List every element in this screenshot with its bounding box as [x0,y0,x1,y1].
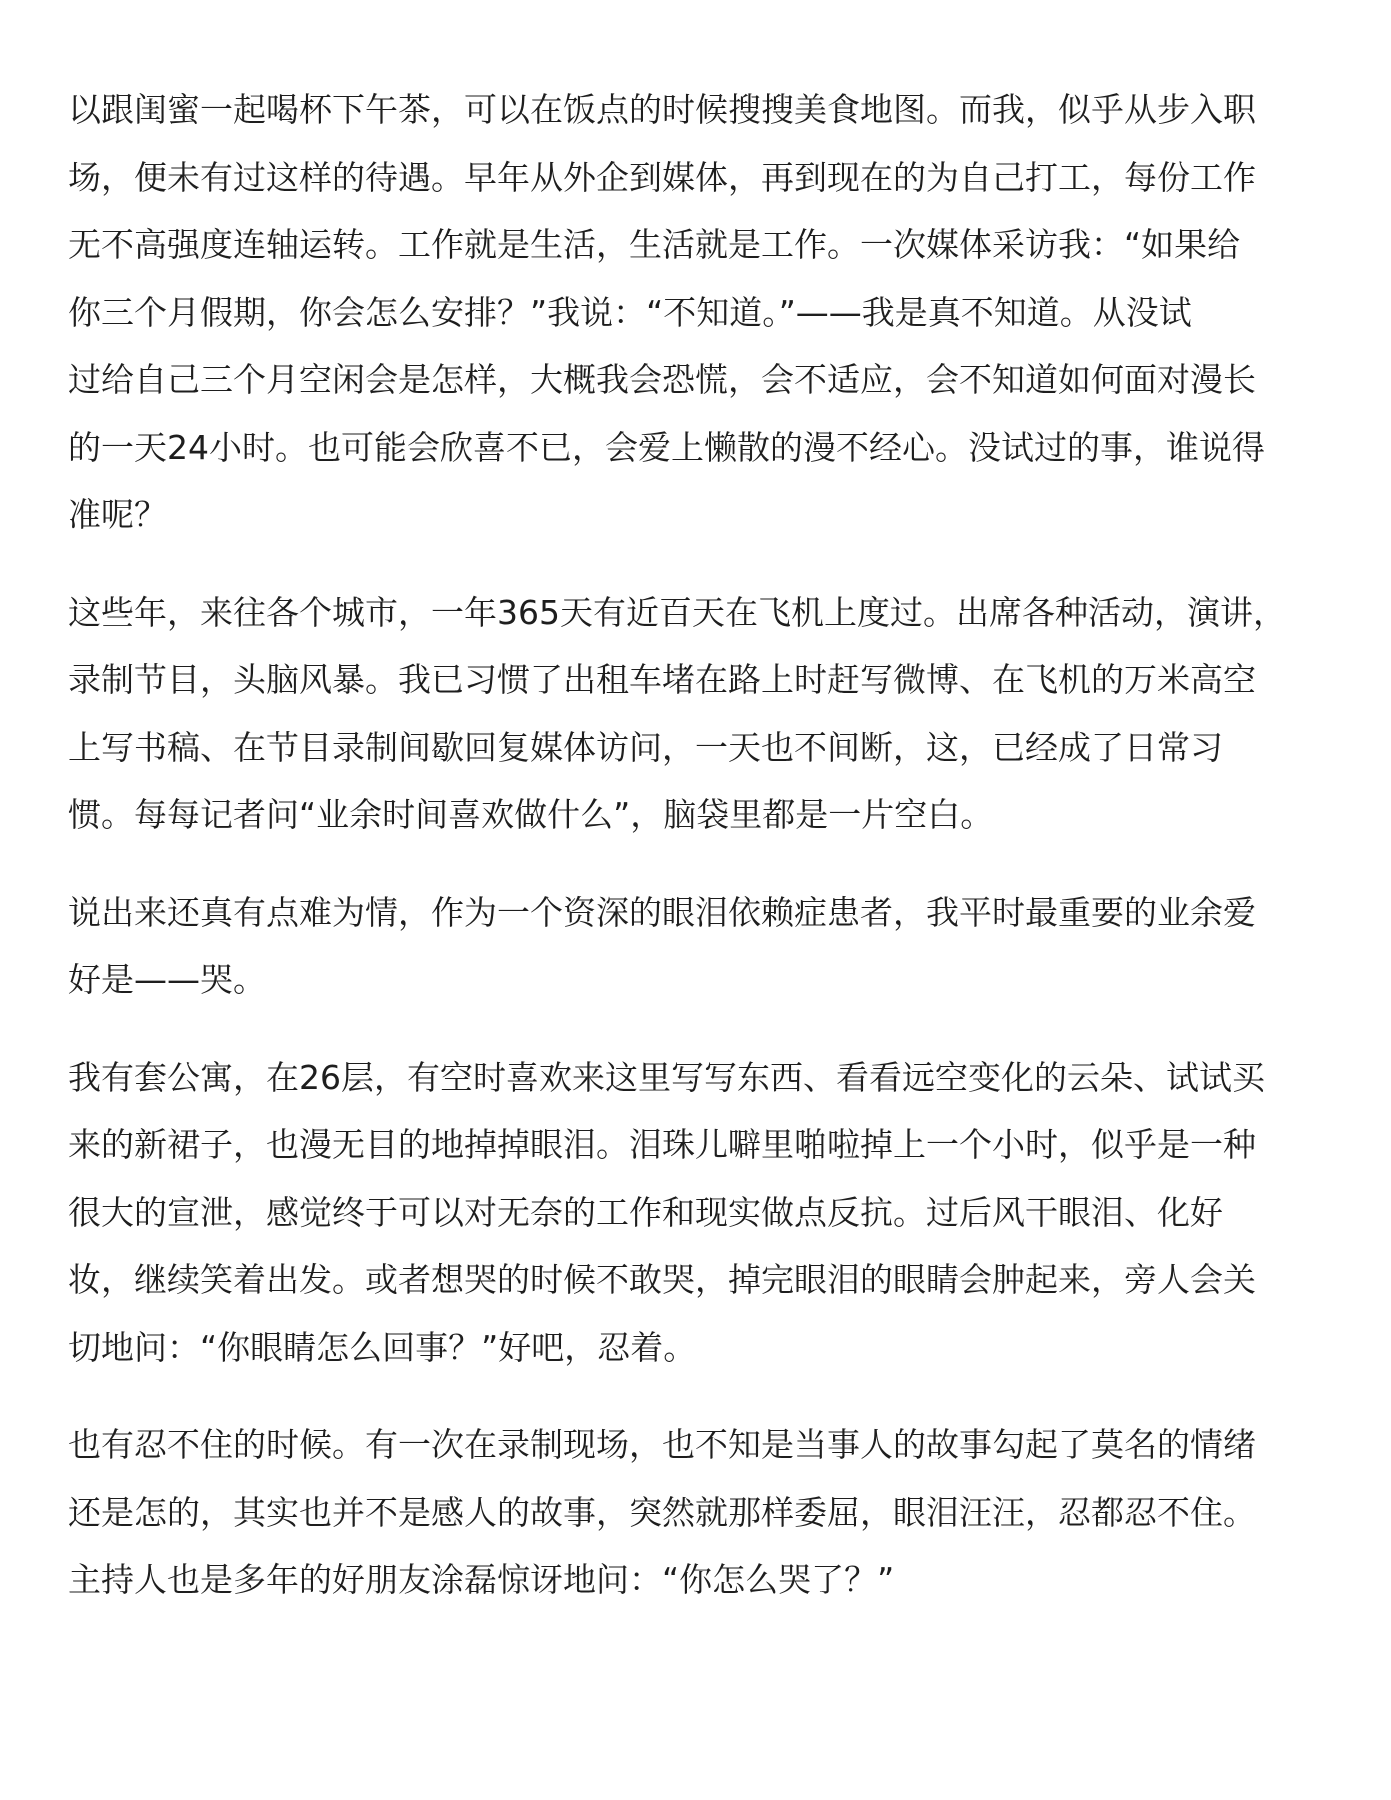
body-text [68,76,1318,1644]
text-line: 过给自己三个月空闲会是怎样，大概我会恐慌，会不适应，会不知道如何面对漫长 [68,360,1256,399]
paragraph-4 [68,1044,1318,1382]
text-line: 上写书稿、在节目录制间歇回复媒体访问，一天也不间断，这，已经成了日常习 [68,727,1223,767]
text-line: 这些年，来往各个城市，一年365天有近百天在飞机上度过。出席各种活动，演讲， [68,592,1286,632]
text-line: 惯。每每记者问“业余时间喜欢做什么”，脑袋里都是一片空白。 [68,795,994,834]
paragraph-5 [68,1411,1318,1614]
text-line: 的一天24小时。也可能会欣喜不已，会爱上懒散的漫不经心。没试过的事，谁说得 [68,427,1265,467]
text-line: 还是怎的，其实也并不是感人的故事，突然就那样委屈，眼泪汪汪，忍都忍不住。 [68,1492,1256,1532]
text-line: 我有套公寓，在26层，有空时喜欢来这里写写东西、看看远空变化的云朵、试试买 [68,1057,1265,1097]
text-line: 说出来还真有点难为情，作为一个资深的眼泪依赖症患者，我平时最重要的业余爱 [68,892,1256,932]
text-line: 主持人也是多年的好朋友涂磊惊讶地问：“你怎么哭了？” [68,1560,895,1599]
text-line: 妆，继续笑着出发。或者想哭的时候不敢哭，掉完眼泪的眼睛会肿起来，旁人会关 [68,1260,1256,1299]
text-line: 录制节目，头脑风暴。我已习惯了出租车堵在路上时赶写微博、在飞机的万米高空 [68,660,1256,699]
text-line: 好是——哭。 [68,960,266,999]
text-line: 切地问：“你眼睛怎么回事？”好吧，忍着。 [68,1327,697,1367]
text-line: 以跟闺蜜一起喝杯下午茶，可以在饭点的时候搜搜美食地图。而我，似乎从步入职 [68,90,1256,129]
text-line: 也有忍不住的时候。有一次在录制现场，也不知是当事人的故事勾起了莫名的情绪 [68,1425,1256,1464]
text-line: 准呢？ [68,495,167,534]
text-line: 来的新裙子，也漫无目的地掉掉眼泪。泪珠儿噼里啪啦掉上一个小时，似乎是一种 [68,1125,1256,1164]
paragraph-2 [68,579,1318,849]
text-line: 无不高强度连轴运转。工作就是生活，生活就是工作。一次媒体采访我：“如果给 [68,225,1241,264]
text-line: 很大的宣泄，感觉终于可以对无奈的工作和现实做点反抗。过后风干眼泪、化好 [68,1192,1223,1232]
paragraph-1 [68,76,1318,549]
paragraph-3 [68,879,1318,1014]
text-line: 场，便未有过这样的待遇。早年从外企到媒体，再到现在的为自己打工，每份工作 [68,157,1256,197]
text-line: 你三个月假期，你会怎么安排？”我说：“不知道。”——我是真不知道。从没试 [68,292,1192,332]
